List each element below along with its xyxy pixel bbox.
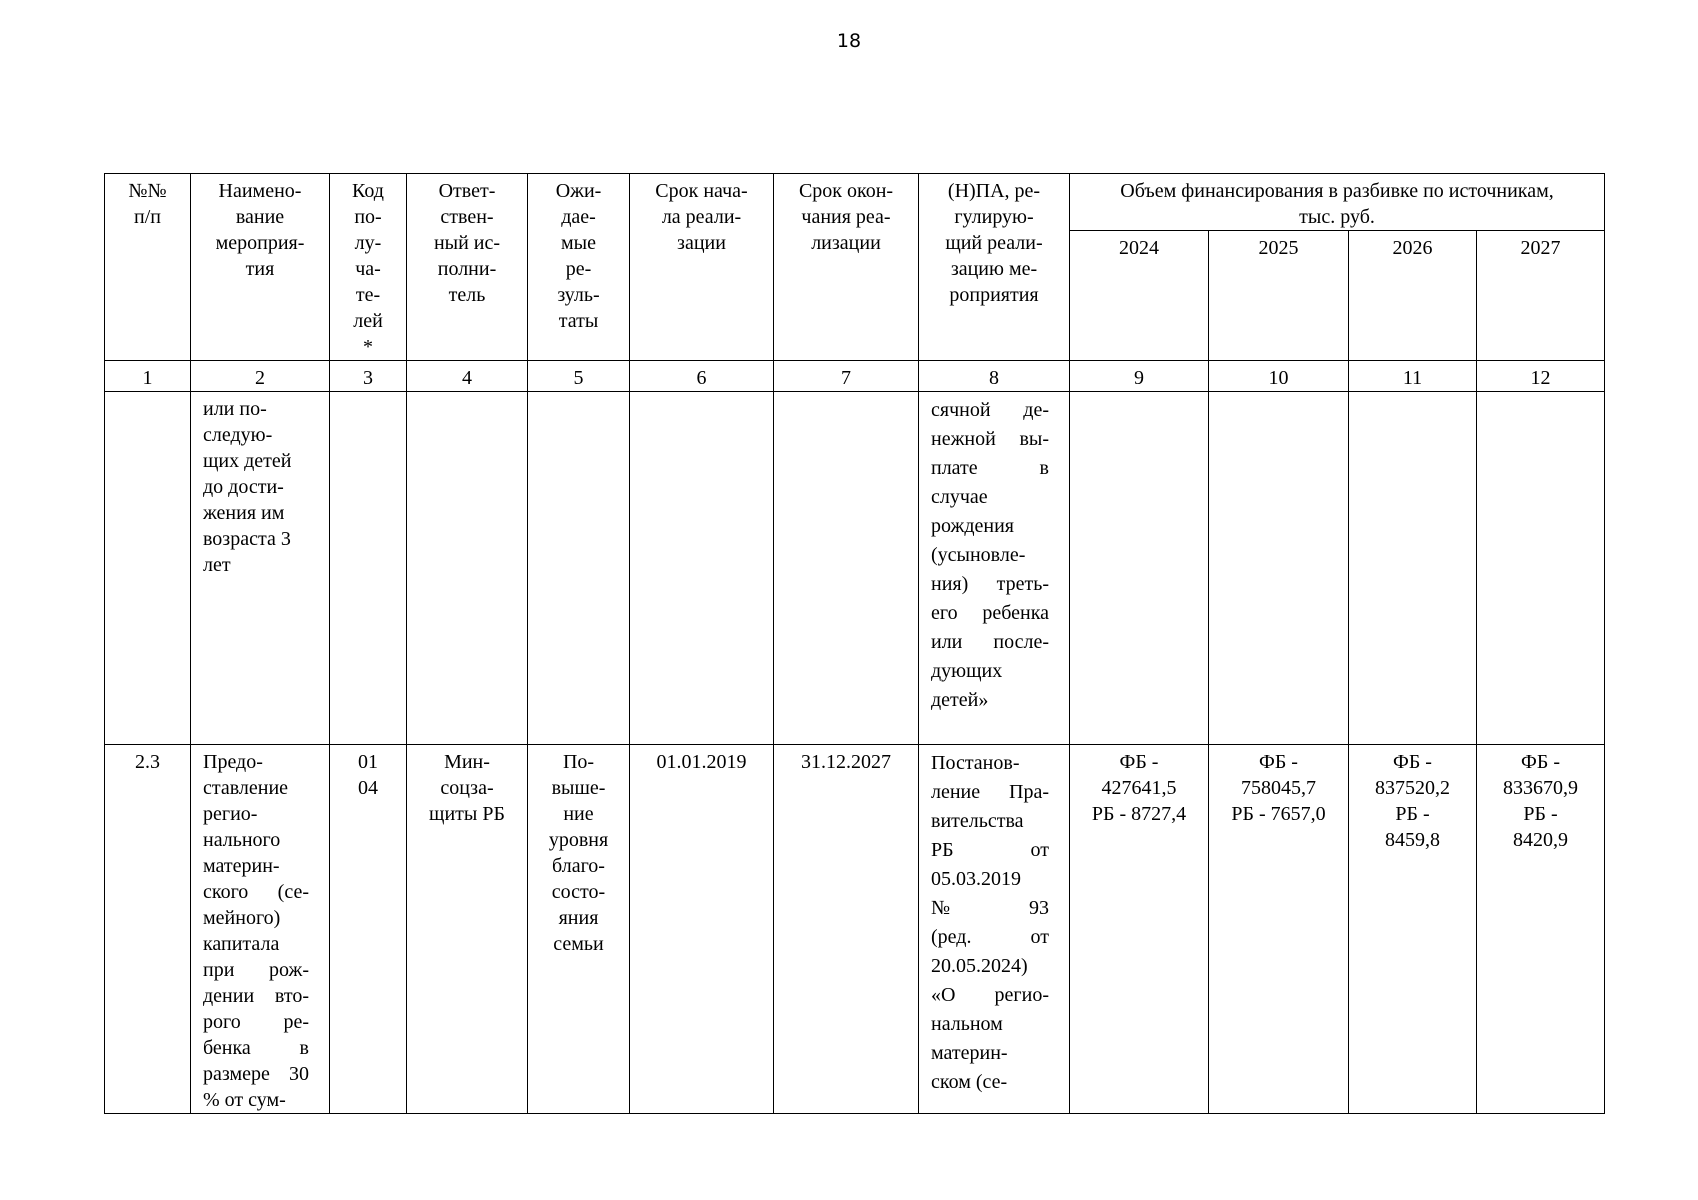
column-number-row (105, 361, 1605, 392)
cell-2024 (1070, 745, 1209, 1114)
text-line: щиты РБ (429, 803, 505, 825)
text-line: (ред. от (931, 926, 1049, 948)
table-row-continuation (105, 392, 1605, 745)
text-line: его ребенка (931, 602, 1049, 624)
text-line: лей (353, 310, 383, 332)
text-line: нального (203, 829, 281, 851)
text-line: рого ре- (203, 1011, 309, 1033)
header-year-2026: 2026 (1349, 231, 1477, 361)
text-line: ФБ - (1521, 751, 1560, 773)
text-line: Предо- (203, 751, 263, 773)
text-line: ФБ - (1259, 751, 1298, 773)
text-line: мейного) (203, 907, 281, 929)
text-line: те- (355, 284, 381, 306)
header-year-2025: 2025 (1209, 231, 1349, 361)
text-line: 8459,8 (1385, 829, 1440, 851)
text-line: нальном (931, 1013, 1003, 1035)
text-line: №№ (128, 180, 167, 202)
text-line: Срок нача- (655, 180, 748, 202)
header-year-2027: 2027 (1477, 231, 1605, 361)
text-line: или по- (203, 398, 267, 420)
text-line: ние (563, 803, 594, 825)
text-line: благо- (552, 855, 605, 877)
column-number: 12 (1477, 361, 1605, 392)
text-line: ре- (565, 258, 592, 280)
column-number: 1 (105, 361, 191, 392)
text-line: ском (се- (931, 1071, 1008, 1093)
column-number: 8 (919, 361, 1070, 392)
text-line: 04 (358, 777, 378, 799)
column-number: 6 (630, 361, 774, 392)
text-line: размере 30 (203, 1063, 309, 1085)
cell-2025 (1209, 745, 1349, 1114)
text-line: состо- (551, 881, 606, 903)
cell-2027 (1477, 392, 1605, 745)
text-line: мероприя- (215, 232, 305, 254)
text-line: рождения (931, 515, 1014, 537)
text-line: «О регио- (931, 984, 1049, 1006)
text-line: по- (354, 206, 382, 228)
text-line: возраста 3 (203, 528, 291, 550)
text-line: РБ - 8727,4 (1091, 803, 1187, 825)
cell-number: 2.3 (105, 745, 191, 1114)
text-line: капитала (203, 933, 280, 955)
text-line: тель (448, 284, 486, 306)
column-number: 9 (1070, 361, 1209, 392)
header-code (330, 174, 407, 361)
text-line: Срок окон- (798, 180, 894, 202)
text-line: ставление (203, 777, 289, 799)
text-line: Ответ- (438, 180, 496, 202)
text-line: (усыновле- (931, 544, 1026, 566)
text-line: случае (931, 486, 988, 508)
cell-2024 (1070, 392, 1209, 745)
text-line: Мин- (444, 751, 490, 773)
text-line: жения им (203, 502, 285, 524)
column-number: 7 (774, 361, 919, 392)
cell-npa (919, 392, 1070, 745)
page-number: 18 (836, 30, 862, 52)
text-line: чания реа- (801, 206, 891, 228)
text-line: следую- (203, 424, 273, 446)
header-npa (919, 174, 1070, 361)
text-line: лу- (354, 232, 382, 254)
header-start (630, 174, 774, 361)
text-line: (Н)ПА, ре- (947, 180, 1041, 202)
text-line: дующих (931, 660, 1003, 682)
column-number: 2 (191, 361, 330, 392)
text-line: РБ - (1395, 803, 1430, 825)
text-line: 20.05.2024) (931, 955, 1028, 977)
header-executor (407, 174, 528, 361)
text-line: ла реали- (661, 206, 742, 228)
text-line: 758045,7 (1241, 777, 1316, 799)
text-line: Объем финансирования в разбивке по источникам, (1120, 180, 1554, 202)
text-line: уровня (548, 829, 609, 851)
column-number: 5 (528, 361, 630, 392)
header-number (105, 174, 191, 361)
text-line: РБ - 7657,0 (1231, 803, 1326, 825)
header-row-top (105, 174, 1605, 231)
text-line: при рож- (203, 959, 309, 981)
text-line: лет (203, 554, 231, 576)
text-line: Код (352, 180, 384, 202)
text-line: роприятия (949, 284, 1039, 306)
text-line: тия (245, 258, 275, 280)
header-year-2024: 2024 (1070, 231, 1209, 361)
cell-name (191, 392, 330, 745)
column-number: 3 (330, 361, 407, 392)
text-line: или после- (931, 631, 1049, 653)
cell-code (330, 392, 407, 745)
text-line: ча- (355, 258, 381, 280)
text-line: ФБ - (1393, 751, 1432, 773)
text-line: * (363, 336, 373, 358)
text-line: ствен- (440, 206, 494, 228)
cell-name (191, 745, 330, 1114)
text-line: щих детей (203, 450, 292, 472)
text-line: дении вто- (203, 985, 309, 1007)
cell-end: 31.12.2027 (774, 745, 919, 1114)
text-line: № 93 (931, 897, 1049, 919)
header-end (774, 174, 919, 361)
text-line: зации (677, 232, 726, 254)
text-line: материн- (931, 1042, 1008, 1064)
cell-npa (919, 745, 1070, 1114)
text-line: п/п (134, 206, 161, 228)
text-line: 8420,9 (1513, 829, 1569, 851)
table-row-2-3 (105, 745, 1605, 1114)
text-line: сячной де- (931, 399, 1049, 421)
cell-2025 (1209, 392, 1349, 745)
cell-start: 01.01.2019 (630, 745, 774, 1114)
text-line: вительства (931, 810, 1024, 832)
text-line: 427641,5 (1101, 777, 1177, 799)
text-line: ление Пра- (931, 781, 1049, 803)
text-line: ный ис- (433, 232, 501, 254)
cell-2026 (1349, 392, 1477, 745)
column-number: 11 (1349, 361, 1477, 392)
text-line: регио- (203, 803, 258, 825)
cell-number (105, 392, 191, 745)
text-line: По- (562, 751, 595, 773)
text-line: материн- (203, 855, 280, 877)
text-line: ского (се- (203, 881, 309, 903)
text-line: выше- (551, 777, 606, 799)
cell-2026 (1349, 745, 1477, 1114)
cell-results (528, 392, 630, 745)
text-line: РБ - (1523, 803, 1558, 825)
cell-start (630, 392, 774, 745)
text-line: семьи (553, 933, 604, 955)
text-line: соцза- (440, 777, 494, 799)
text-line: яния (558, 907, 599, 929)
text-line: полни- (437, 258, 497, 280)
header-name (191, 174, 330, 361)
text-line: зацию ме- (950, 258, 1038, 280)
cell-end (774, 392, 919, 745)
text-line: мые (561, 232, 596, 254)
text-line: таты (558, 310, 599, 332)
column-number: 4 (407, 361, 528, 392)
text-line: гулирую- (954, 206, 1034, 228)
text-line: детей» (931, 689, 989, 711)
text-line: РБ от (931, 839, 1049, 861)
text-line: 05.03.2019 (931, 868, 1021, 890)
text-line: нежной вы- (931, 428, 1049, 450)
text-line: зуль- (557, 284, 600, 306)
text-line: Ожи- (555, 180, 602, 202)
text-line: 01 (358, 751, 378, 773)
cell-code (330, 745, 407, 1114)
text-line: бенка в (203, 1037, 309, 1059)
text-line: щий реали- (945, 232, 1043, 254)
text-line: плате в (931, 457, 1049, 479)
text-line: Наимено- (218, 180, 302, 202)
text-line: 837520,2 (1375, 777, 1450, 799)
text-line: вание (235, 206, 285, 228)
column-number: 10 (1209, 361, 1349, 392)
cell-executor (407, 745, 528, 1114)
text-line: ния) треть- (931, 573, 1049, 595)
cell-executor (407, 392, 528, 745)
program-table (104, 173, 1605, 1114)
cell-results (528, 745, 630, 1114)
cell-2027 (1477, 745, 1605, 1114)
text-line: % от сум- (203, 1089, 286, 1111)
text-line: Постанов- (931, 752, 1020, 774)
header-results (528, 174, 630, 361)
text-line: ФБ - (1119, 751, 1159, 773)
text-line: тыс. руб. (1299, 206, 1375, 228)
text-line: 833670,9 (1503, 777, 1579, 799)
header-funding (1070, 174, 1605, 231)
text-line: до дости- (203, 476, 284, 498)
text-line: дае- (561, 206, 596, 228)
text-line: лизации (811, 232, 881, 254)
